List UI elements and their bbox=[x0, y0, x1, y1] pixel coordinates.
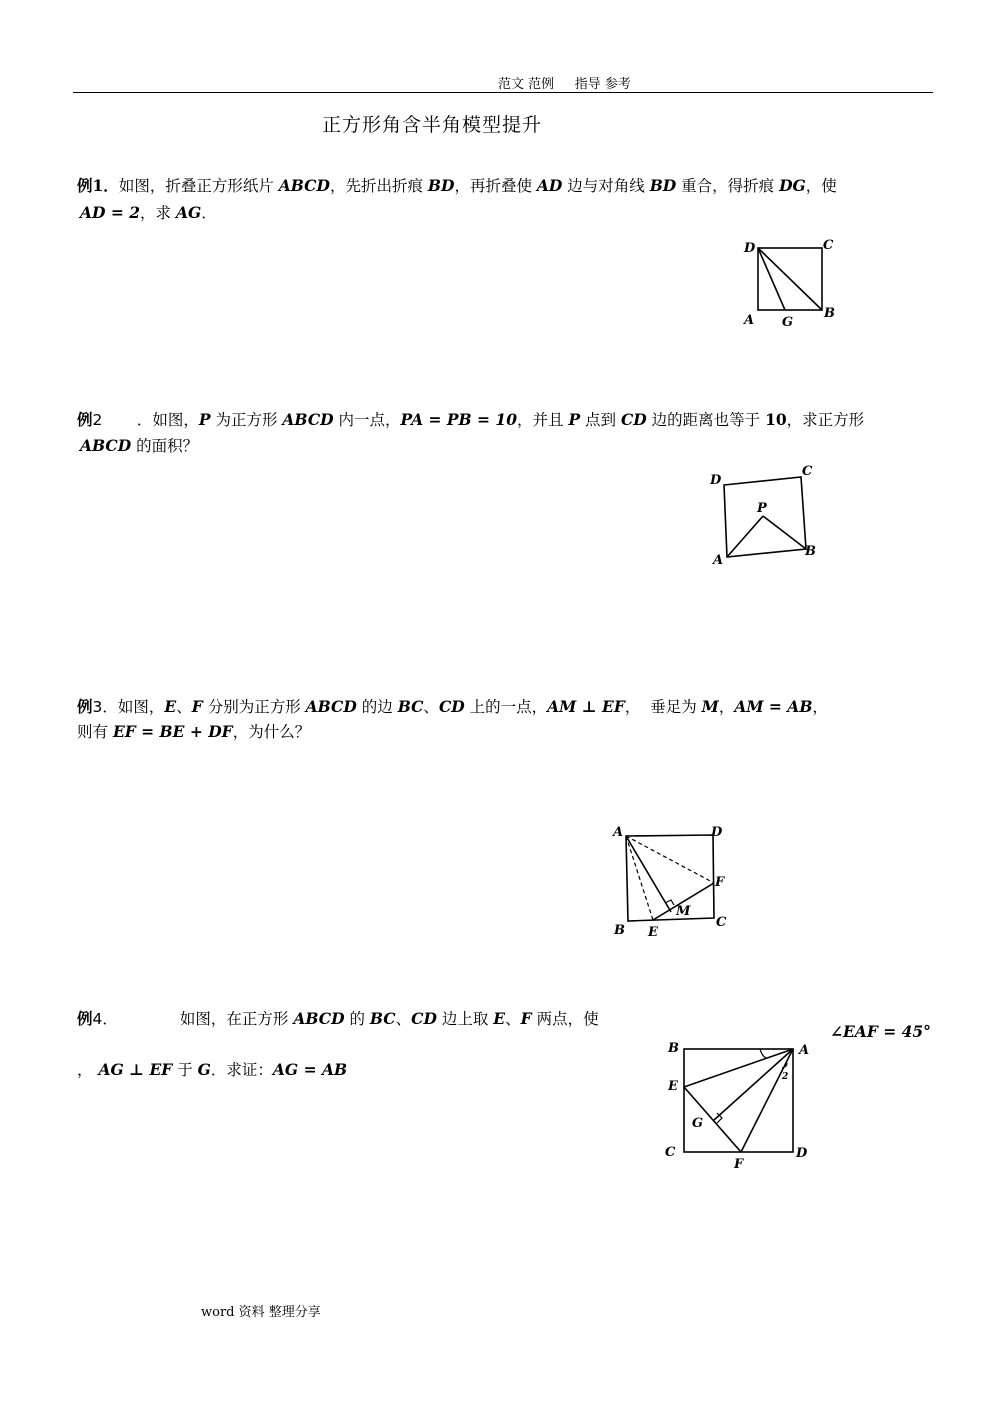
diagonal-bd bbox=[758, 248, 822, 310]
text: 的面积？ bbox=[131, 437, 199, 455]
text: ． bbox=[201, 204, 217, 222]
math: AD = 2 bbox=[80, 203, 141, 222]
text: 的边 bbox=[356, 698, 398, 716]
math: F bbox=[191, 697, 203, 716]
example-4-angle bbox=[830, 1022, 931, 1042]
label-b: B bbox=[614, 923, 625, 938]
page-footer: word 资料 整理分享 bbox=[201, 1305, 321, 1320]
math: G bbox=[197, 1060, 211, 1079]
page-header: 范文 范例 指导 参考 bbox=[498, 77, 631, 92]
math: BD bbox=[649, 176, 677, 195]
text: 、 bbox=[423, 698, 439, 716]
angle-arc-1 bbox=[760, 1049, 766, 1058]
text: ，再折叠使 bbox=[454, 177, 537, 195]
label-f: F bbox=[734, 1157, 744, 1172]
math: M bbox=[701, 697, 719, 716]
math: E bbox=[164, 697, 177, 716]
example-4-line-2 bbox=[77, 1060, 347, 1080]
math: ∠EAF = 45° bbox=[830, 1022, 931, 1041]
text: ，为什么？ bbox=[232, 723, 311, 741]
text: ，求 bbox=[140, 204, 176, 222]
text: 上的一点， bbox=[464, 698, 548, 716]
example-1-line-2 bbox=[80, 203, 217, 223]
example-2-figure bbox=[705, 460, 825, 570]
text: ， bbox=[718, 698, 735, 716]
text: 边与对角线 bbox=[562, 177, 650, 195]
math: CD bbox=[411, 1009, 437, 1028]
text: 为正方形 bbox=[210, 411, 283, 429]
math: E bbox=[493, 1009, 506, 1028]
text: ，使 bbox=[805, 177, 837, 195]
math: CD bbox=[438, 697, 465, 716]
math: AM ⊥ EF bbox=[547, 697, 625, 716]
example-number: 1． bbox=[92, 176, 119, 195]
text: 边上取 bbox=[436, 1010, 494, 1028]
example-4-figure bbox=[660, 1030, 820, 1175]
math: ABCD bbox=[293, 1009, 345, 1028]
label-d: D bbox=[710, 473, 722, 488]
math: AG ⊥ EF bbox=[98, 1060, 173, 1079]
text: ， bbox=[77, 1061, 93, 1079]
text: 、 bbox=[176, 698, 192, 716]
math: AM = AB bbox=[734, 697, 813, 716]
text: 如图，在正方形 bbox=[179, 1010, 294, 1028]
label-c: C bbox=[802, 464, 813, 479]
math: AG bbox=[175, 203, 202, 222]
math: 10 bbox=[765, 410, 787, 429]
example-number: 3． bbox=[92, 698, 118, 716]
label-e: E bbox=[648, 925, 658, 940]
text: 内一点， bbox=[333, 411, 401, 429]
math: ABCD bbox=[305, 697, 357, 716]
example-label: 例 bbox=[77, 176, 93, 195]
math: AG = AB bbox=[272, 1060, 348, 1079]
example-2-line-2 bbox=[80, 436, 198, 456]
label-a: A bbox=[713, 553, 724, 568]
label-g: G bbox=[782, 315, 794, 330]
text: 如图， bbox=[117, 698, 165, 716]
segment-am bbox=[626, 836, 671, 912]
label-a: A bbox=[613, 825, 624, 840]
label-e: E bbox=[668, 1079, 678, 1094]
text: 点到 bbox=[580, 411, 621, 429]
math: BC bbox=[369, 1009, 396, 1028]
label-a: A bbox=[744, 313, 755, 328]
example-3-line-1 bbox=[77, 697, 828, 717]
label-g: G bbox=[692, 1116, 704, 1131]
math: PA = PB = 10 bbox=[400, 410, 517, 429]
label-b: B bbox=[668, 1041, 679, 1056]
label-m: M bbox=[676, 904, 691, 919]
segment-ag bbox=[714, 1049, 793, 1120]
text: 于 bbox=[172, 1061, 198, 1079]
label-d: D bbox=[796, 1146, 808, 1161]
label-b: B bbox=[805, 544, 816, 559]
math: P bbox=[198, 410, 211, 429]
math: CD bbox=[620, 410, 647, 429]
example-label: 例 bbox=[77, 410, 93, 429]
text: 、 bbox=[505, 1010, 521, 1028]
label-p: P bbox=[757, 501, 767, 516]
math: ABCD bbox=[80, 436, 132, 455]
example-label: 例 bbox=[77, 697, 93, 716]
text: ， bbox=[812, 698, 828, 716]
label-b: B bbox=[824, 306, 835, 321]
math: DG bbox=[779, 176, 806, 195]
example-3-figure bbox=[605, 820, 740, 945]
example-3-line-2 bbox=[77, 722, 310, 742]
text: ，先折出折痕 bbox=[329, 177, 428, 195]
crease-dg bbox=[758, 248, 785, 310]
math: P bbox=[568, 410, 581, 429]
label-d: D bbox=[744, 241, 756, 256]
label-c: C bbox=[716, 915, 727, 930]
example-1-line-1 bbox=[77, 176, 837, 196]
math: BD bbox=[427, 176, 455, 195]
label-f: F bbox=[715, 875, 725, 890]
label-angle-2: 2 bbox=[782, 1072, 789, 1082]
example-number: 4． bbox=[92, 1010, 118, 1028]
label-c: C bbox=[665, 1145, 676, 1160]
math: ABCD bbox=[282, 410, 334, 429]
segment-pa bbox=[727, 516, 763, 557]
text: 如图， bbox=[152, 411, 199, 429]
text: ，并且 bbox=[517, 411, 569, 429]
text: 分别为正方形 bbox=[202, 698, 306, 716]
text: 如图，折叠正方形纸片 bbox=[118, 177, 279, 195]
example-4-line-1 bbox=[77, 1009, 599, 1029]
example-number: 2 ． bbox=[92, 411, 153, 429]
math: AD bbox=[536, 176, 563, 195]
math: EF = BE + DF bbox=[112, 722, 233, 741]
text: 则有 bbox=[77, 723, 113, 741]
math: F bbox=[520, 1009, 532, 1028]
text: ， 垂足为 bbox=[624, 698, 702, 716]
text: 的 bbox=[344, 1010, 370, 1028]
text: 两点，使 bbox=[531, 1010, 599, 1028]
example-1-figure bbox=[735, 232, 845, 332]
example-2-line-1 bbox=[77, 410, 864, 430]
page-title: 正方形角含半角模型提升 bbox=[322, 114, 543, 136]
label-a: A bbox=[799, 1043, 810, 1058]
text: 重合，得折痕 bbox=[676, 177, 780, 195]
math: ABCD bbox=[278, 176, 330, 195]
text: 、 bbox=[395, 1010, 412, 1028]
text: ．求证： bbox=[210, 1061, 273, 1079]
dashed-ae bbox=[626, 836, 653, 920]
math: BC bbox=[397, 697, 424, 716]
header-rule bbox=[73, 92, 933, 93]
text: 边的距离也等于 bbox=[646, 411, 766, 429]
label-d: D bbox=[711, 825, 723, 840]
label-c: C bbox=[823, 238, 834, 253]
segment-pb bbox=[763, 516, 806, 549]
example-label: 例 bbox=[77, 1009, 93, 1028]
text: ，求正方形 bbox=[786, 411, 865, 429]
